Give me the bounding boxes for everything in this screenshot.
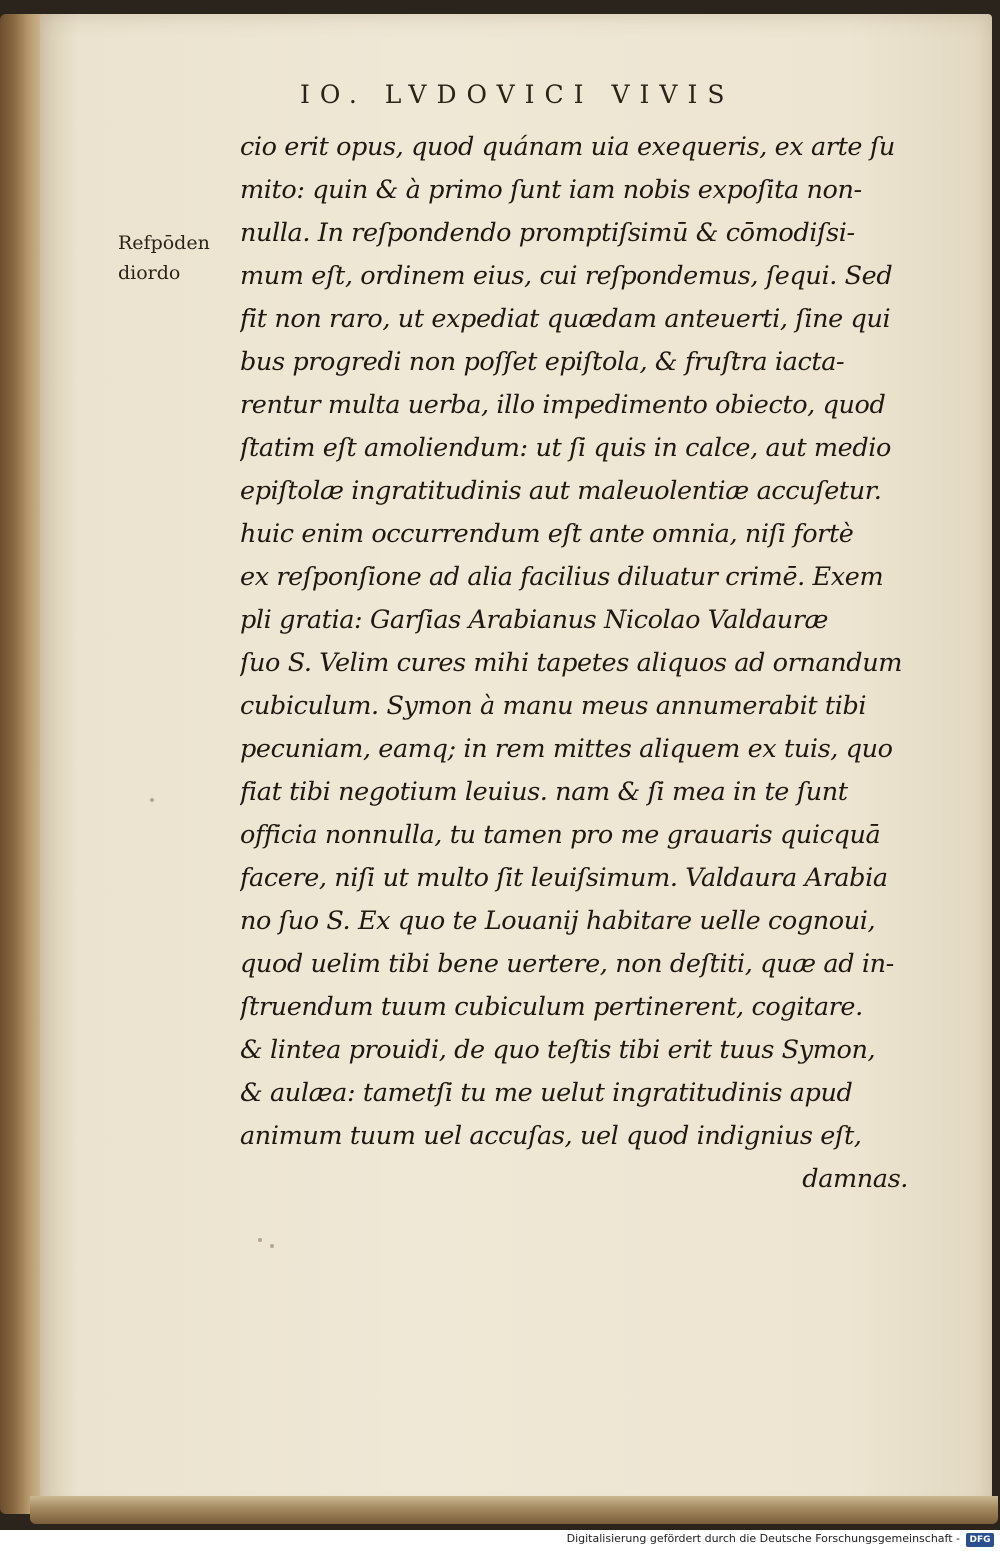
text-line: facere, niſi ut multo ſit leuiſsimum. Valdaura Arabia	[240, 863, 888, 893]
paper-speck	[258, 1238, 262, 1242]
text-line: ſuo S. Velim cures mihi tapetes aliquos ad ornandum	[240, 648, 902, 678]
text-line: cio erit opus, quod quánam uia exequeris, ex arte ſu	[240, 132, 895, 162]
text-line: pecuniam, eamq; in rem mittes aliquem ex tuis, quo	[240, 734, 893, 764]
text-line: mum eſt, ordinem eius, cui reſpondemus, ſequi. Sed	[240, 261, 893, 291]
text-line: officia nonnulla, tu tamen pro me grauaris quicquā	[240, 820, 881, 850]
book-bottom-edge	[30, 1496, 998, 1524]
text-line: mito: quin & à primo ſunt iam nobis expoſita non-	[240, 175, 862, 205]
text-line: & aulæa: tametſi tu me uelut ingratitudinis apud	[240, 1078, 853, 1108]
text-line: ſtruendum tuum cubiculum pertinerent, cogitare.	[240, 992, 863, 1022]
text-line: ſtatim eſt amoliendum: ut ſi quis in calce, aut medio	[240, 433, 892, 463]
text-line: pli gratia: Garſias Arabianus Nicolao Valdauræ	[240, 605, 829, 635]
text-line: & lintea prouidi, de quo teſtis tibi erit tuus Symon,	[240, 1035, 876, 1065]
marginal-note	[118, 228, 238, 288]
footer-bar	[0, 1530, 1000, 1551]
catchword-line: damnas.	[802, 1164, 908, 1194]
text-line: fit non raro, ut expediat quædam anteuerti, ſine qui	[240, 304, 891, 334]
main-text-block	[240, 126, 920, 1201]
paper-speck	[150, 798, 154, 802]
running-head: IO. LVDOVICI VIVIS	[300, 80, 735, 109]
dfg-logo-icon: DFG	[966, 1533, 994, 1547]
text-line: huic enim occurrendum eſt ante omnia, niſi fortè	[240, 519, 854, 549]
text-line: epiſtolæ ingratitudinis aut maleuolentiæ accuſetur.	[240, 476, 882, 506]
marginal-note-line: diordo	[118, 262, 181, 284]
text-line: fiat tibi negotium leuius. nam & ſi mea in te ſunt	[240, 777, 848, 807]
paper-speck	[270, 1244, 274, 1248]
text-line: nulla. In reſpondendo promptiſsimū & cōmodiſsi-	[240, 218, 855, 248]
text-line: quod uelim tibi bene uertere, non deſtiti, quæ ad in-	[240, 949, 894, 979]
marginal-note-line: Refpōden	[118, 232, 210, 254]
footer-credit: Digitalisierung gefördert durch die Deutsche Forschungsgemeinschaft -	[566, 1532, 960, 1545]
text-line: ex reſponſione ad alia facilius diluatur crimē. Exem	[240, 562, 884, 592]
text-line: cubiculum. Symon à manu meus annumerabit tibi	[240, 691, 867, 721]
text-line: rentur multa uerba, illo impedimento obiecto, quod	[240, 390, 886, 420]
text-line: no ſuo S. Ex quo te Louanij habitare uelle cognoui,	[240, 906, 876, 936]
text-line: animum tuum uel accuſas, uel quod indignius eſt,	[240, 1121, 862, 1151]
text-line: bus progredi non poſſet epiſtola, & fruſtra iacta-	[240, 347, 845, 377]
